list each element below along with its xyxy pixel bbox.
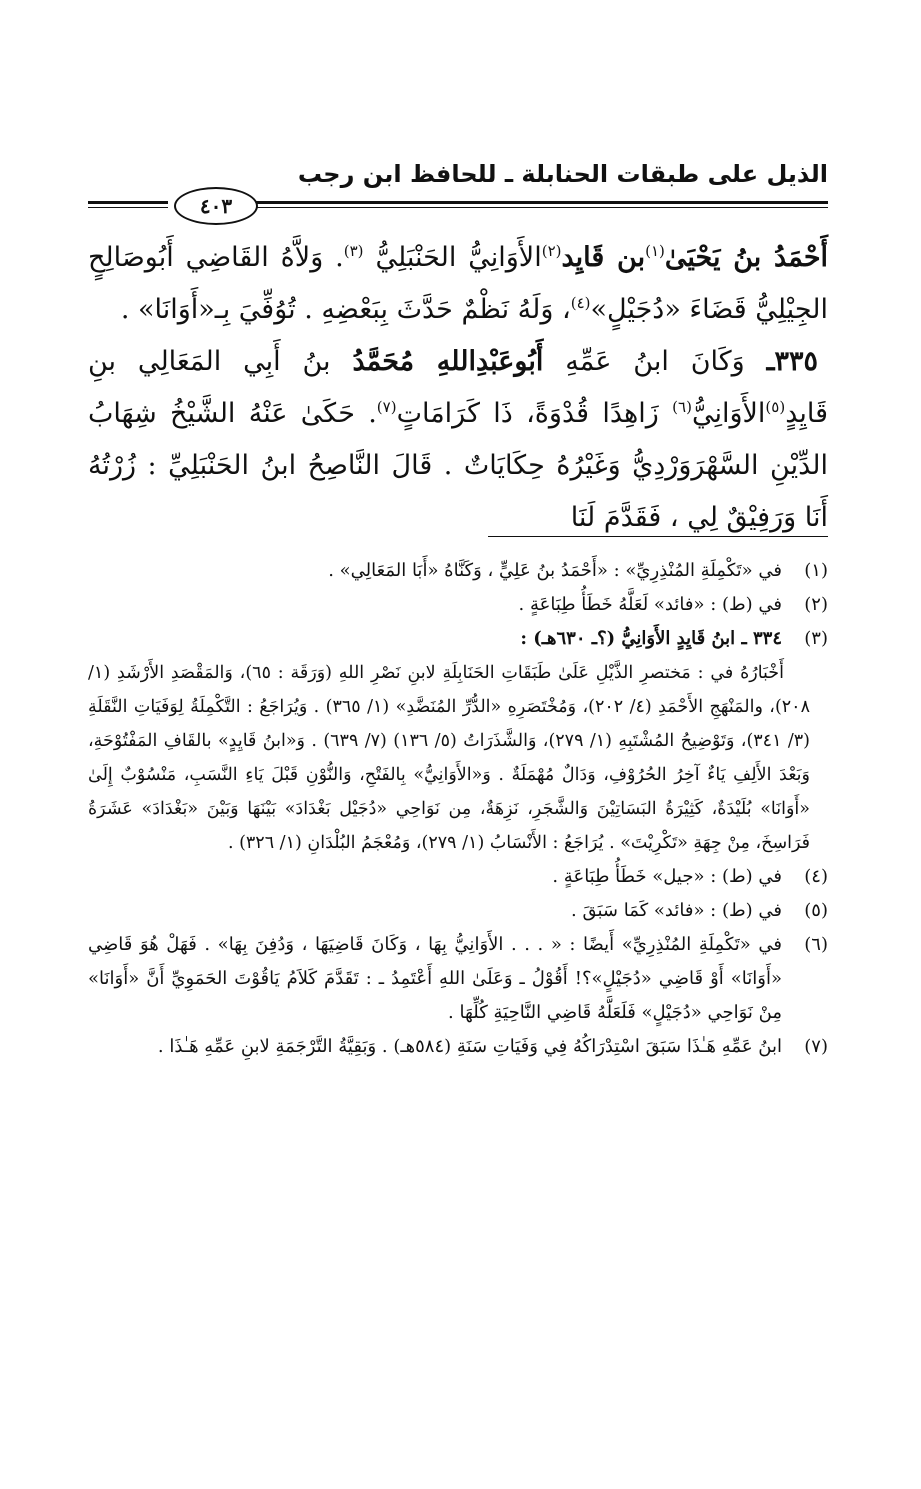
footnote-ref-5: (٥): [765, 398, 786, 416]
paragraph-text: زَاهِدًا قُدْوَةً، ذَا كَرَامَاتٍ: [396, 398, 659, 429]
footnote-number: (٢): [804, 594, 828, 615]
footnote-text: في «تَكْمِلَةِ المُنْذِرِيِّ» أَيضًا : « . . . الأَوَانِيُّ بِهَا ، وَكَانَ قَاضِيَهَا ، وَدُفِنَ بِهَا» . فَهَلْ هُوَ قَاضِي «أَوَانَا» أَوْ قَاضِي «دُجَيْلٍ»؟! أَقُوْلُ ـ وَعَلَىٰ اللهِ أَعْتَمِدُ ـ : تَقَدَّمَ كَلاَمُ يَاقُوْتَ الحَمَوِيِّ أَنَّ «أَوَانَا» مِنْ نَوَاحِي «دُجَيْلٍ» فَلَعَلَّهُ قَاضِي النَّاحِيَةِ كُلِّهَا .: [88, 934, 782, 1023]
footnote-text: ابنُ عَمِّهِ هَـٰذَا سَبَقَ اسْتِدْرَاكُهُ فِي وَفَيَاتِ سَنَةِ (٥٨٤هـ) . وَبَقِيَّةُ التَّرْجَمَةِ لابنِ عَمِّهِ هَـٰذَا .: [157, 1036, 782, 1057]
header-rule-left: [88, 201, 168, 204]
footnote-7: [88, 1030, 828, 1064]
person-nasab: بن قَايِد: [561, 242, 646, 273]
footnote-text: في «تَكْمِلَةِ المُنْذِرِيِّ» : «أَحْمَدُ بنُ عَلِيٍّ ، وَكَنَّاهُ «أَبَا المَعَالِي» .: [328, 560, 782, 581]
paragraph-2: [88, 336, 828, 544]
footnote-number: (٧): [804, 1036, 828, 1057]
footnote-3: [88, 622, 828, 656]
paragraph-text: . وَلاَّهُ القَاضِي أَبُوصَالِحٍ الجِيْلِيُّ قَضَاءَ «دُجَيْلٍ»: [88, 242, 828, 325]
footnote-ref-4: (٤): [570, 294, 591, 312]
page-header: [88, 160, 828, 220]
running-title: الذيل على طبقات الحنابلة ـ للحافظ ابن رجب: [297, 160, 828, 188]
footnote-ref-2: (٢): [541, 242, 562, 260]
footnote-5: [88, 894, 828, 928]
page-number: ٤٠٣: [174, 187, 258, 225]
main-text: [88, 232, 828, 544]
footnote-text: في (ط) : «جيل» خَطَأُ طِبَاعَةٍ .: [552, 866, 782, 887]
entry-number: ٣٣٥ـ: [766, 346, 818, 377]
paragraph-text: وَكَانَ ابنُ عَمِّهِ: [565, 346, 745, 377]
person-name: أَحْمَدُ بنُ يَحْيَىٰ: [664, 242, 829, 273]
footnote-text: ٣٣٤ ـ ابنُ قَايِدٍ الأَوَانِيُّ (؟ـ ٦٣٠هـ) :: [520, 628, 782, 649]
header-rule-left-thin: [88, 207, 168, 208]
header-rule-thin: [183, 207, 828, 208]
footnote-divider: [488, 536, 828, 537]
paragraph-text: الأَوَانِيُّ: [691, 398, 766, 429]
footnote-ref-6: (٦): [672, 398, 692, 416]
footnote-number: (٣): [804, 628, 828, 649]
footnote-number: (٤): [804, 866, 828, 887]
footnote-ref-3: (٣): [343, 242, 364, 260]
paragraph-text: ، وَلَهُ نَظْمٌ حَدَّثَ بِبَعْضِهِ . تُوُفِّيَ بِـ«أَوَانَا» .: [120, 294, 571, 325]
header-rule: [183, 201, 828, 204]
footnote-text: في (ط) : «فائد» كَمَا سَبَقَ .: [571, 900, 782, 921]
footnote-6: [88, 928, 828, 1030]
footnote-4: [88, 860, 828, 894]
footnote-text: في (ط) : «فائد» لَعَلَّهُ خَطَأُ طِبَاعَةٍ .: [518, 594, 782, 615]
footnote-ref-7: (٧): [376, 398, 397, 416]
paragraph-text: . حَكَىٰ عَنْهُ الشَّيْخُ شِهَابُ الدِّيْنِ السَّهْرَوَرْدِيُّ وَغَيْرُهُ حِكَايَاتٌ . قَالَ النَّاصِحُ ابنُ الحَنْبَلِيِّ : زُرْتُهُ أَنَا وَرَفِيْقٌ لِي ، فَقَدَّمَ لَنَا: [88, 398, 828, 533]
footnotes: [88, 554, 828, 1064]
person-kunya: أَبُوعَبْدِاللهِ مُحَمَّدُ: [352, 346, 544, 377]
footnote-ref-1: (١): [645, 242, 665, 260]
footnote-2: [88, 588, 828, 622]
footnote-number: (٦): [804, 934, 828, 955]
footnote-3-details: أَخْبَارُهُ في : مَختصرِ الذَّيْلِ عَلَىٰ طَبَقَاتِ الحَنَابِلَةِ لابنِ نَصْرِ اللهِ (وَرَقَة : ٦٥)، وَالمَقْصَدِ الأَرْشَدِ (١/ ٢٠٨)، والمَنْهَجِ الأَحْمَدِ (٤/ ٢٠٢)، وَمُخْتَصَرِهِ «الدُّرِّ المُنَضَّدِ» (١/ ٣٦٥) . وَيُرَاجَعُ : التَّكْمِلَةُ لِوَفَيَاتِ النَّقَلَةِ (٣/ ٣٤١)، وَتَوْضِيحُ المُشْتَبِهِ (١/ ٢٧٩)، وَالشَّذَرَاتُ (٥/ ١٣٦) (٧/ ٦٣٩) . وَ«ابنُ قَايِدٍ» بالقَافِ المَفْتُوْحَةِ، وَبَعْدَ الأَلِفِ يَاءٌ آخِرُ الحُرُوْفِ، وَدَالٌ مُهْمَلَةٌ . وَ«الأَوَانِيُّ» بِالفَتْحِ، وَالنُّوْنِ قَبْلَ يَاءِ النَّسَبِ، مَنْسُوْبٌ إِلَىٰ «أَوَانَا» بُلَيْدَةٌ، كَثِيْرَةُ البَسَاتِيْنَ وَالشَّجَرِ، نَزِهَةٌ، مِن نَوَاحِي «دُجَيْل بَغْدَادَ» بَيْنَهَا وَبَيْنَ «بَغْدَادَ» عَشَرَةُ فَرَاسِخَ، مِنْ جِهَةِ «تَكْرِيْتَ» . يُرَاجَعُ : الأَنْسَابُ (١/ ٢٧٩)، وَمُعْجَمُ البُلْدَانِ (١/ ٣٢٦) .: [88, 663, 810, 853]
footnote-number: (١): [804, 560, 828, 581]
paragraph-text: الأَوَانِيُّ الحَنْبَلِيُّ: [375, 242, 542, 273]
document-page: [88, 0, 828, 1489]
footnote-number: (٥): [804, 900, 828, 921]
footnote-1: [88, 554, 828, 588]
paragraph-text: بنُ أَبِي المَعَالِي بنِ قَايِدٍ: [88, 346, 829, 429]
paragraph-1: [88, 232, 828, 336]
